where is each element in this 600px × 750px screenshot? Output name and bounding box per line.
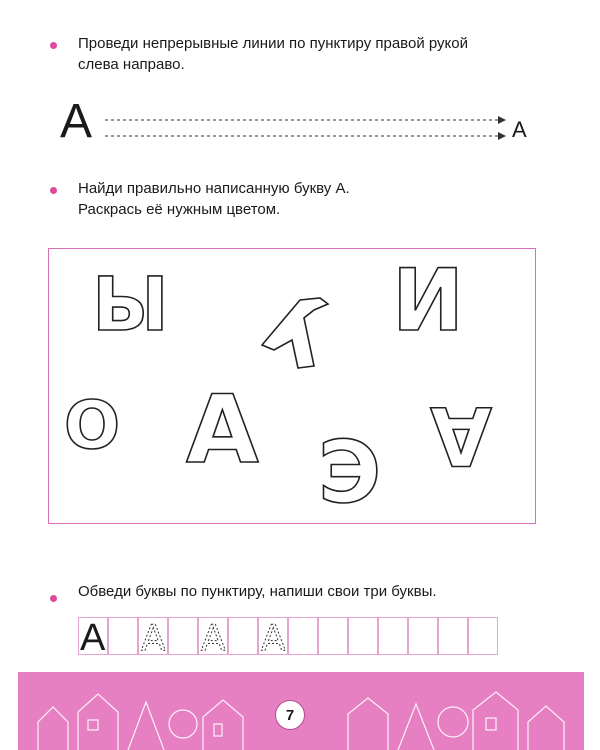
letter-y[interactable]: Ы — [92, 262, 169, 348]
page-number: 7 — [275, 700, 305, 730]
bullet-2 — [50, 187, 57, 194]
grid-cell[interactable] — [378, 617, 408, 655]
letter-o[interactable]: О — [64, 387, 121, 464]
grid-cell[interactable] — [468, 617, 498, 655]
traced-letter-3[interactable]: А — [261, 618, 286, 659]
traced-letter-2[interactable]: А — [201, 618, 226, 659]
letter-e[interactable]: Э — [318, 423, 382, 523]
grid-cell — [108, 617, 138, 655]
task1-line-2: слева направо. — [78, 56, 185, 73]
letter-a-inverted[interactable]: А — [430, 389, 492, 482]
task3-line-1: Обведи буквы по пунктиру, напиши свои три буквы. — [78, 583, 437, 600]
grid-cell[interactable] — [348, 617, 378, 655]
rotated-letter-shape[interactable] — [262, 298, 328, 368]
letter-i[interactable]: И — [392, 251, 464, 351]
task2-line-2: Раскрась её нужным цветом. — [78, 201, 281, 218]
dotted-lines — [100, 108, 520, 148]
grid-cell[interactable] — [438, 617, 468, 655]
traced-letter-1[interactable]: А — [141, 618, 166, 659]
task1-end-letter: А — [512, 117, 527, 142]
letter-a-correct[interactable]: А — [186, 376, 259, 485]
task1-start-letter: А — [60, 95, 93, 148]
letters-field — [48, 248, 536, 524]
sample-letter: А — [80, 617, 106, 659]
task1-line-1: Проведи непрерывные линии по пунктиру правой рукой — [78, 35, 468, 52]
traced-letters — [138, 617, 338, 657]
bullet-3 — [50, 595, 57, 602]
grid-cell[interactable] — [408, 617, 438, 655]
bullet-1 — [50, 42, 57, 49]
task2-line-1: Найди правильно написанную букву А. — [78, 180, 350, 197]
